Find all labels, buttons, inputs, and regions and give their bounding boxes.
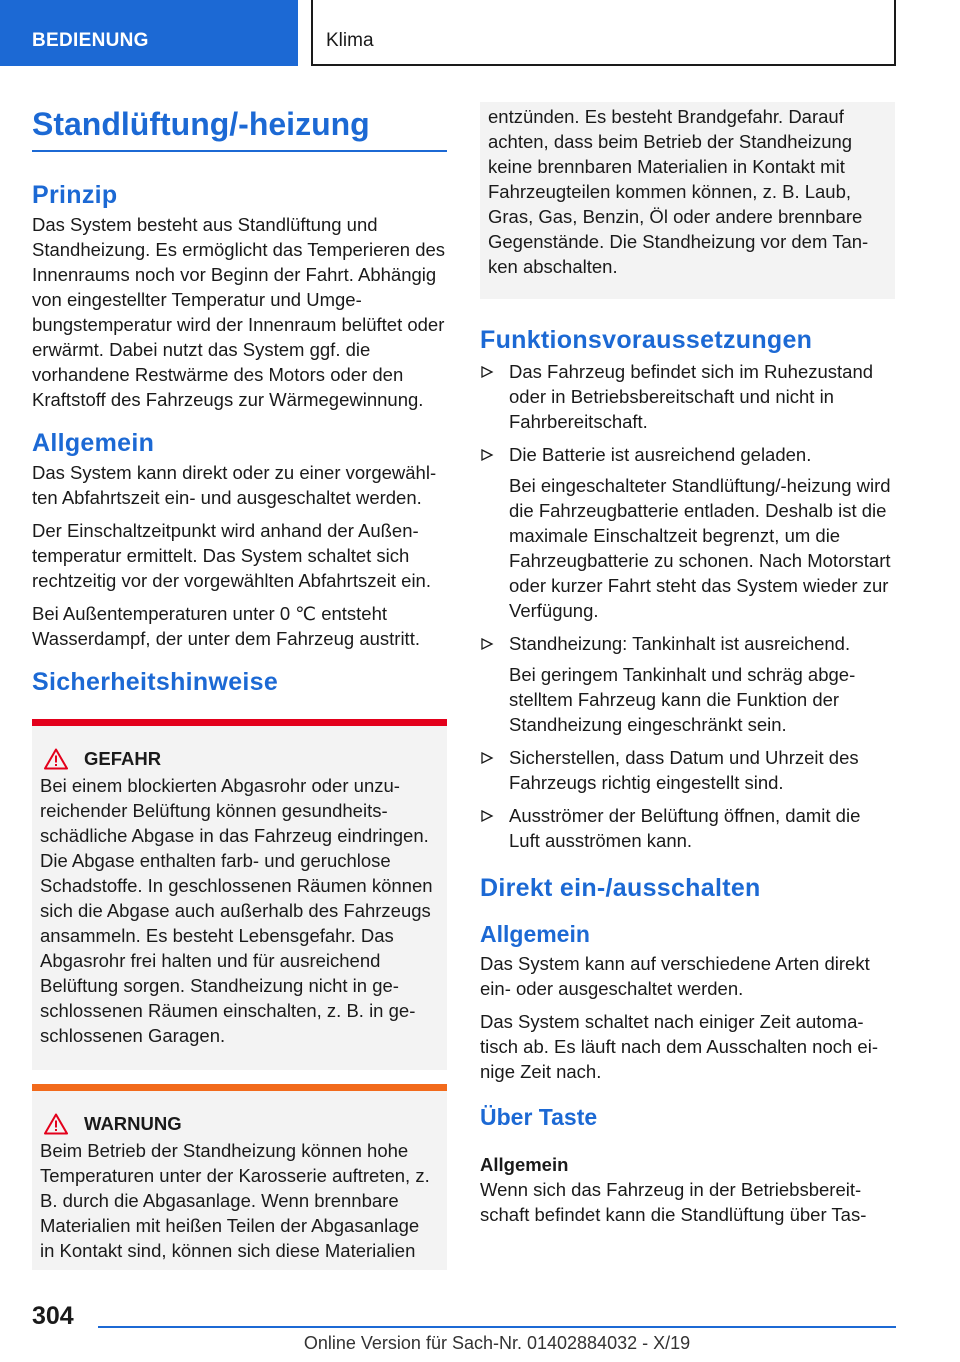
warning-triangle-icon (44, 1113, 74, 1135)
warning-box (32, 1084, 447, 1270)
heading-allgemein: Allgemein (32, 429, 155, 457)
list-item (480, 359, 895, 434)
list-item-note: Bei eingeschalteter Standlüftung/-heizung wird die Fahrzeugbatterie entladen. Deshalb ist die maximale Einschaltzeit begrenzt, um die Fahrzeugbatterie zu schonen. Nach Motorstart oder kurzer Fahrt steht das System wieder zur Verfügung. (509, 475, 891, 621)
heading-ueber-taste: Über Taste (480, 1104, 598, 1130)
warning-triangle-icon (44, 748, 74, 770)
section-label: BEDIENUNG (32, 30, 149, 51)
heading-funktionsvoraussetzungen: Funktionsvoraussetzungen (480, 326, 813, 354)
left-column (32, 100, 447, 1270)
chapter-label: Klima (326, 30, 374, 51)
list-item (480, 745, 895, 795)
prinzip-text: Das System besteht aus Standlüftung und Standheizung. Es ermöglicht das Temperieren des Innenraums noch vor Beginn der Fahrt. Abhängig von eingestellter Temperatur und Umgebungstemperatur wird der Innenraum belüftet oder erwärmt. Dabei nutzt das System ggf. die vorhandene Restwärme des Motors oder den Kraftstoff des Fahrzeugs zur Wärmegewinnung. (32, 214, 446, 410)
list-item-note: Bei geringem Tankinhalt und schräg abgestelltem Fahrzeug kann die Funktion der Standheizung eingeschränkt sein. (509, 664, 856, 735)
page-title: Standlüftung/-heizung (32, 104, 447, 152)
taste-text: Wenn sich das Fahrzeug in der Betriebsbereitschaft befindet kann die Standlüftung über Tas- (480, 1179, 867, 1225)
direkt-paragraph: Das System schaltet nach einiger Zeit automatisch ab. Es läuft nach dem Ausschalten noch einige Zeit nach. (480, 1011, 878, 1082)
danger-label: GEFAHR (84, 748, 162, 769)
list-item-text: Die Batterie ist ausreichend geladen. (509, 444, 812, 465)
requirements-list (480, 359, 895, 853)
heading-taste-allgemein: Allgemein (480, 1154, 569, 1175)
warning-box-continued (480, 102, 895, 299)
heading-prinzip: Prinzip (32, 181, 118, 209)
warning-label: WARNUNG (84, 1113, 182, 1134)
direkt-paragraph: Das System kann auf verschiedene Arten direkt ein- oder ausgeschaltet werden. (480, 953, 870, 999)
triangle-bullet-icon (480, 365, 494, 379)
danger-header (40, 746, 437, 771)
danger-box (32, 719, 447, 1070)
list-item-text: Das Fahrzeug befindet sich im Ruhezustand oder in Betriebsbereitschaft und nicht in Fahrbereitschaft. (509, 361, 874, 432)
list-item-text: Standheizung: Tankinhalt ist ausreichend. (509, 633, 851, 654)
heading-direkt-schalten: Direkt ein-/ausschalten (480, 874, 761, 902)
list-item (480, 631, 895, 737)
list-item-text: Sicherstellen, dass Datum und Uhrzeit des Fahrzeugs richtig eingestellt sind. (509, 747, 859, 793)
chapter-tab (311, 0, 896, 66)
right-column (480, 104, 895, 1235)
triangle-bullet-icon (480, 809, 494, 823)
heading-sicherheitshinweise: Sicherheitshinweise (32, 668, 279, 696)
list-item (480, 442, 895, 623)
warning-text: Beim Betrieb der Standheizung können hohe Temperaturen unter der Karosserie auftreten, z. B. durch die Abgasanlage. Wenn brennbare Materialien mit heißen Teilen der Abgasanlage in Kontakt sind, können sich diese Materialien (40, 1140, 430, 1261)
allgemein-paragraph: Das System kann direkt oder zu einer vorgewählten Abfahrtszeit ein- und ausgeschaltet werden. (32, 462, 437, 508)
allgemein-paragraph: Bei Außentemperaturen unter 0 ℃ entsteht Wasserdampf, der unter dem Fahrzeug austritt. (32, 603, 420, 649)
heading-direkt-allgemein: Allgemein (480, 921, 590, 947)
warning-header (40, 1111, 437, 1136)
list-item (480, 803, 895, 853)
triangle-bullet-icon (480, 637, 494, 651)
danger-text: Bei einem blockierten Abgasrohr oder unzureichender Belüftung können gesundheitsschädliche Abgase in das Fahrzeug eindringen. Die Abgase enthalten farb- und geruchlose Schadstoffe. In geschlossenen Räumen können sich die Abgase auch außerhalb des Fahrzeugs ansammeln. Es besteht Lebensgefahr. Das Abgasrohr frei halten und für ausreichend Belüftung sorgen. Standheizung nicht in geschlossenen Räumen einschalten, z. B. in geschlossenen Garagen. (40, 775, 433, 1046)
page-number: 304 (32, 1302, 74, 1330)
footer-text: Online Version für Sach-Nr. 01402884032 - X/19 (303, 1333, 691, 1353)
triangle-bullet-icon (480, 448, 494, 462)
footer-divider (98, 1326, 896, 1328)
allgemein-paragraph: Der Einschaltzeitpunkt wird anhand der Außentemperatur ermittelt. Das System schaltet sich rechtzeitig vor der vorgewählten Abfahrtszeit ein. (32, 520, 431, 591)
warning-continuation-text: entzünden. Es besteht Brandgefahr. Darauf achten, dass beim Betrieb der Standheizung keine brennbaren Materialien in Kontakt mit Fahrzeugteilen kommen können, z. B. Laub, Gras, Gas, Benzin, Öl oder andere brennbare Gegenstände. Die Standheizung vor dem Tanken abschalten. (488, 106, 869, 277)
list-item-text: Ausströmer der Belüftung öffnen, damit die Luft ausströmen kann. (509, 805, 861, 851)
section-tab (0, 0, 298, 66)
triangle-bullet-icon (480, 751, 494, 765)
